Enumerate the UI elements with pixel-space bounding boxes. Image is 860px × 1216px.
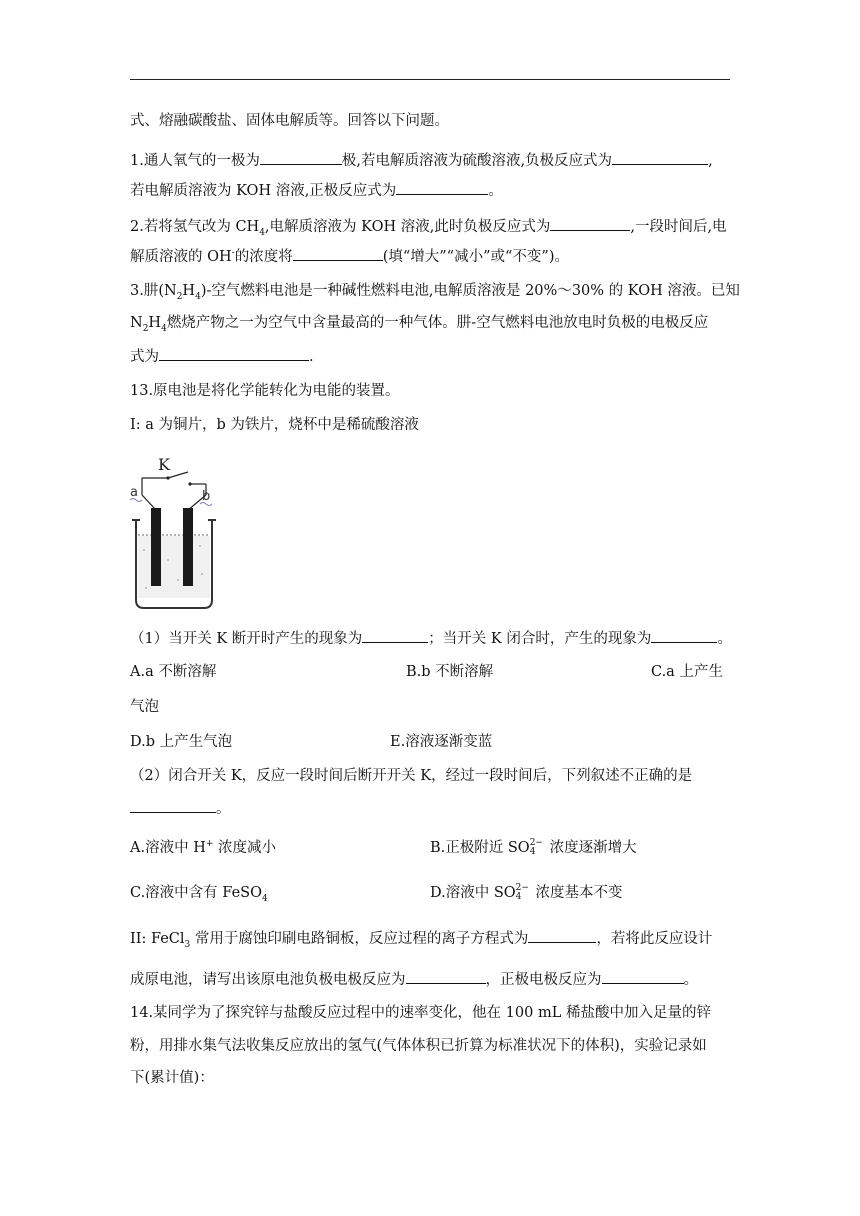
q3-line-3: 式为 . <box>130 346 314 367</box>
q13-title: 13.原电池是将化学能转化为电能的装置。 <box>130 383 400 399</box>
q13-part2-line-1: II: FeCl$_3$ 常用于腐蚀印刷电路铜板，反应过程的离子方程式为 ，若将此反应设计 <box>130 928 712 949</box>
answer-blank[interactable] <box>396 180 488 195</box>
option-2a: A.溶液中 H+ 浓度减小 <box>130 839 276 856</box>
answer-blank[interactable] <box>130 798 216 813</box>
option-a: A.a 不断溶解 <box>130 664 217 680</box>
answer-blank[interactable] <box>528 928 596 943</box>
answer-blank[interactable] <box>406 969 486 984</box>
answer-blank[interactable] <box>260 150 342 165</box>
q14-line-3: 下(累计值)： <box>130 1070 214 1086</box>
answer-blank[interactable] <box>550 216 630 231</box>
q1-line-2: 若电解质溶液为 KOH 溶液,正极反应式为 。 <box>130 180 503 201</box>
answer-blank[interactable] <box>651 628 717 643</box>
q1-line-1: 1.通人氧气的一极为 极,若电解质溶液为硫酸溶液,负极反应式为 , <box>130 150 713 171</box>
q14-line-2: 粉，用排水集气法收集反应放出的氢气(气体体积已折算为标准状况下的体积)，实验记录如 <box>130 1038 707 1054</box>
answer-blank[interactable] <box>612 150 708 165</box>
answer-blank[interactable] <box>293 246 383 261</box>
option-2c: C.溶液中含有 FeSO$_4$ <box>130 885 268 904</box>
answer-blank[interactable] <box>159 346 309 361</box>
q3-line-1: 3.肼$(N_2H_4)-$空气燃料电池是一种碱性燃料电池,电解质溶液是 20%～30% 的 KOH 溶液。已知 <box>130 283 740 302</box>
answer-blank[interactable] <box>602 969 684 984</box>
option-e: E.溶液逐渐变蓝 <box>390 734 493 750</box>
q13-part2-line-2: 成原电池，请写出该原电池负极电极反应为 ，正极电极反应为 。 <box>130 969 698 990</box>
q14-line-1: 14.某同学为了探究锌与盐酸反应过程中的速率变化，他在 100 mL 稀盐酸中加入足量的锌 <box>130 1005 711 1021</box>
answer-blank[interactable] <box>362 628 428 643</box>
option-b: B.b 不断溶解 <box>406 664 494 680</box>
q13-sub2-blank: 。 <box>130 798 231 819</box>
galvanic-cell-figure <box>128 450 220 616</box>
electrode-a-label: a <box>130 485 138 500</box>
q13-sub1: （1）当开关 K 断开时产生的现象为 ；当开关 K 闭合时，产生的现象为 。 <box>130 628 732 649</box>
q2-line-1: 2.若将氢气改为 $CH_4$,电解质溶液为 KOH 溶液,此时负极反应式为 ,一段时间后,电 <box>130 216 727 237</box>
option-c-cont: 气泡 <box>130 699 159 715</box>
switch-label: K <box>158 455 170 474</box>
electrode-a <box>151 508 161 586</box>
q13-sub2: （2）闭合开关 K，反应一段时间后断开开关 K，经过一段时间后，下列叙述不正确的是 <box>130 768 693 784</box>
header-rule <box>130 79 730 80</box>
intro-line: 式、熔融碳酸盐、固体电解质等。回答以下问题。 <box>130 113 449 129</box>
electrode-b-label: b <box>202 489 211 504</box>
option-d: D.b 上产生气泡 <box>130 734 233 750</box>
option-2d: D.溶液中 SO 2− 4 浓度基本不变 <box>430 883 623 902</box>
electrode-b <box>183 508 193 586</box>
option-c: C.a 上产生 <box>651 664 723 680</box>
q3-line-2: $N_2H_4$燃烧产物之一为空气中含量最高的一种气体。肼-空气燃料电池放电时负极的电极反应 <box>130 315 709 334</box>
q13-part1: I: a 为铜片，b 为铁片，烧杯中是稀硫酸溶液 <box>130 417 419 433</box>
option-2b: B.正极附近 SO 2− 4 浓度逐渐增大 <box>430 838 637 857</box>
q2-line-2: 解质溶液的 OH-的浓度将 (填“增大”“减小”或“不变”)。 <box>130 246 569 267</box>
